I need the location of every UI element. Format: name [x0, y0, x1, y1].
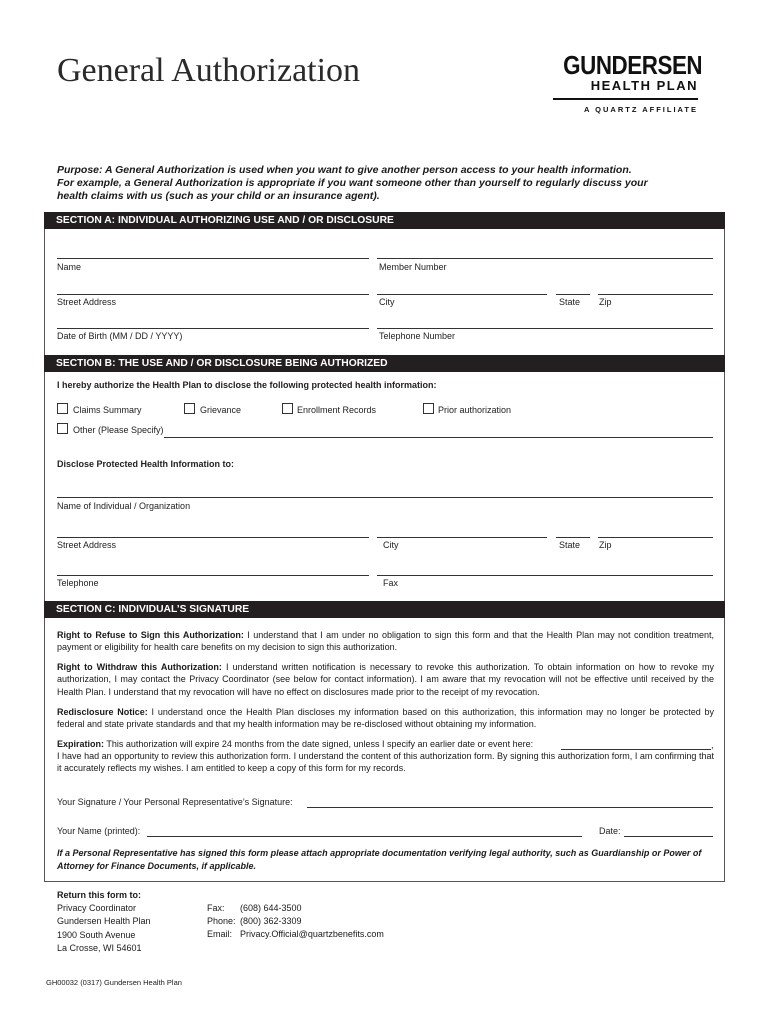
street-label: Street Address [57, 297, 117, 307]
b-fax-field[interactable] [377, 575, 713, 576]
date-field[interactable] [624, 836, 713, 837]
name-org-field[interactable] [57, 497, 713, 498]
section-b-heading: SECTION B: THE USE AND / OR DISCLOSURE BEING AUTHORIZED [44, 355, 725, 372]
b-state-field[interactable] [556, 537, 590, 538]
grievance-label: Grievance [200, 405, 242, 415]
name-org-label: Name of Individual / Organization [57, 501, 191, 511]
return-block [57, 889, 151, 955]
email-label: Email: [207, 929, 233, 940]
enrollment-records-checkbox[interactable] [282, 403, 293, 414]
fax-value: (608) 644-3500 [240, 903, 302, 913]
dob-field[interactable] [57, 328, 369, 329]
signature-field[interactable] [307, 807, 713, 808]
logo-tagline: A QUARTZ AFFILIATE [583, 105, 698, 114]
b-city-field[interactable] [377, 537, 547, 538]
grievance-checkbox[interactable] [184, 403, 195, 414]
withdraw-text: I understand written notification is necessary to revoke this authorization. To obtain information on how to revoke my authorization, I may contact the Privacy Coordinator (see below for contact information). I am aware that my revocation will not be effective until received by the Health Plan. I understand that my revocation will have no effect on disclosures made prior to the receipt of my revocation. [57, 662, 714, 697]
return-line-3: 1900 South Avenue [57, 929, 136, 940]
enrollment-records-label: Enrollment Records [297, 405, 377, 415]
redisclosure-paragraph [57, 706, 714, 731]
state-label: State [559, 297, 581, 307]
expiration-text: This authorization will expire 24 months from the date signed, unless I specify an earlier date or event here: [104, 739, 534, 749]
expiration-title: Expiration: [57, 739, 105, 749]
name-label: Name [57, 262, 82, 272]
disclose-to-label: Disclose Protected Health Information to: [57, 459, 235, 469]
printed-name-field[interactable] [147, 836, 582, 837]
refuse-paragraph [57, 629, 714, 654]
street-field[interactable] [57, 294, 369, 295]
claims-summary-label: Claims Summary [73, 405, 142, 415]
prior-authorization-label: Prior authorization [438, 405, 512, 415]
logo-gundersen: GUNDERSEN [563, 50, 703, 80]
member-number-field[interactable] [377, 258, 713, 259]
purpose-line-3: health claims with us (such as your child or an insurance agent). [57, 190, 380, 202]
purpose-line-1: Purpose: A General Authorization is used when you want to give another person access to your health information. [57, 164, 632, 176]
contact-labels [207, 902, 236, 942]
phone-label: Phone: [207, 916, 236, 927]
email-link[interactable]: Privacy.Official@quartzbenefits.com [240, 929, 384, 940]
purpose-text [57, 164, 717, 203]
refuse-text: I understand that I am under no obligation to sign this form and that the Health Plan may not condition treatment, payment or eligibility for health care benefits on my decision to sign this authorization. [57, 630, 714, 653]
section-a-heading: SECTION A: INDIVIDUAL AUTHORIZING USE AND / OR DISCLOSURE [44, 212, 725, 229]
contact-values [240, 902, 384, 942]
other-checkbox[interactable] [57, 423, 68, 434]
other-label: Other (Please Specify) [73, 425, 164, 435]
expiration-comma: , [711, 740, 714, 750]
telephone-field[interactable] [377, 328, 713, 329]
fax-label: Fax: [207, 903, 225, 913]
b-city-label: City [383, 540, 399, 550]
redisclosure-title: Redisclosure Notice: [57, 707, 148, 717]
return-line-1: Privacy Coordinator [57, 903, 137, 914]
signature-label: Your Signature / Your Personal Representative’s Signature: [57, 797, 293, 807]
return-line-4: La Crosse, WI 54601 [57, 942, 142, 953]
logo-health-plan: HEALTH PLAN [590, 78, 698, 93]
withdraw-paragraph [57, 661, 714, 698]
refuse-title: Right to Refuse to Sign this Authorization: [57, 630, 244, 640]
city-label: City [379, 297, 395, 307]
review-paragraph: I have had an opportunity to review this authorization form. I understand the content of this authorization form. By signing this authorization form, I am confirming that it accurately reflects my wishes. I am entitled to keep a copy of this form for my records. [57, 751, 714, 774]
page-title: General Authorization [57, 52, 361, 89]
member-number-label: Member Number [379, 262, 447, 272]
withdraw-title: Right to Withdraw this Authorization: [57, 662, 222, 672]
state-field[interactable] [556, 294, 590, 295]
b-zip-field[interactable] [598, 537, 713, 538]
telephone-label: Telephone Number [379, 331, 456, 341]
purpose-line-2: For example, a General Authorization is appropriate if you want someone other than yourself to regularly discuss your [57, 177, 648, 189]
printed-name-label: Your Name (printed): [57, 826, 141, 836]
b-telephone-label: Telephone [57, 578, 99, 588]
date-label: Date: [599, 826, 621, 836]
prior-authorization-checkbox[interactable] [423, 403, 434, 414]
zip-label: Zip [599, 297, 612, 307]
return-line-2: Gundersen Health Plan [57, 916, 151, 927]
phone-value: (800) 362-3309 [240, 916, 302, 927]
zip-field[interactable] [598, 294, 713, 295]
b-telephone-field[interactable] [57, 575, 369, 576]
section-c-heading: SECTION C: INDIVIDUAL’S SIGNATURE [44, 601, 725, 618]
b-street-label: Street Address [57, 540, 117, 550]
b-fax-label: Fax [383, 578, 399, 588]
other-specify-field[interactable] [164, 437, 713, 438]
b-state-label: State [559, 540, 581, 550]
representative-note: If a Personal Representative has signed this form please attach appropriate documentation verifying legal authority, such as Guardianship or Power of Attorney for Finance Documents, if applicable. [57, 848, 702, 871]
city-field[interactable] [377, 294, 547, 295]
return-title: Return this form to: [57, 890, 141, 900]
section-b-intro: I hereby authorize the Health Plan to disclose the following protected health information: [57, 380, 437, 390]
redisclosure-text: I understand once the Health Plan discloses my information based on this authorization, this information may no longer be protected by federal and state private standards and that my health information may be re-disclosed without obtaining my information. [57, 707, 715, 730]
b-zip-label: Zip [599, 540, 612, 550]
dob-label: Date of Birth (MM / DD / YYYY) [57, 331, 183, 341]
logo-divider [553, 98, 698, 100]
b-street-field[interactable] [57, 537, 369, 538]
form-code: GH00032 (0317) Gundersen Health Plan [46, 978, 182, 987]
name-field[interactable] [57, 258, 369, 259]
claims-summary-checkbox[interactable] [57, 403, 68, 414]
